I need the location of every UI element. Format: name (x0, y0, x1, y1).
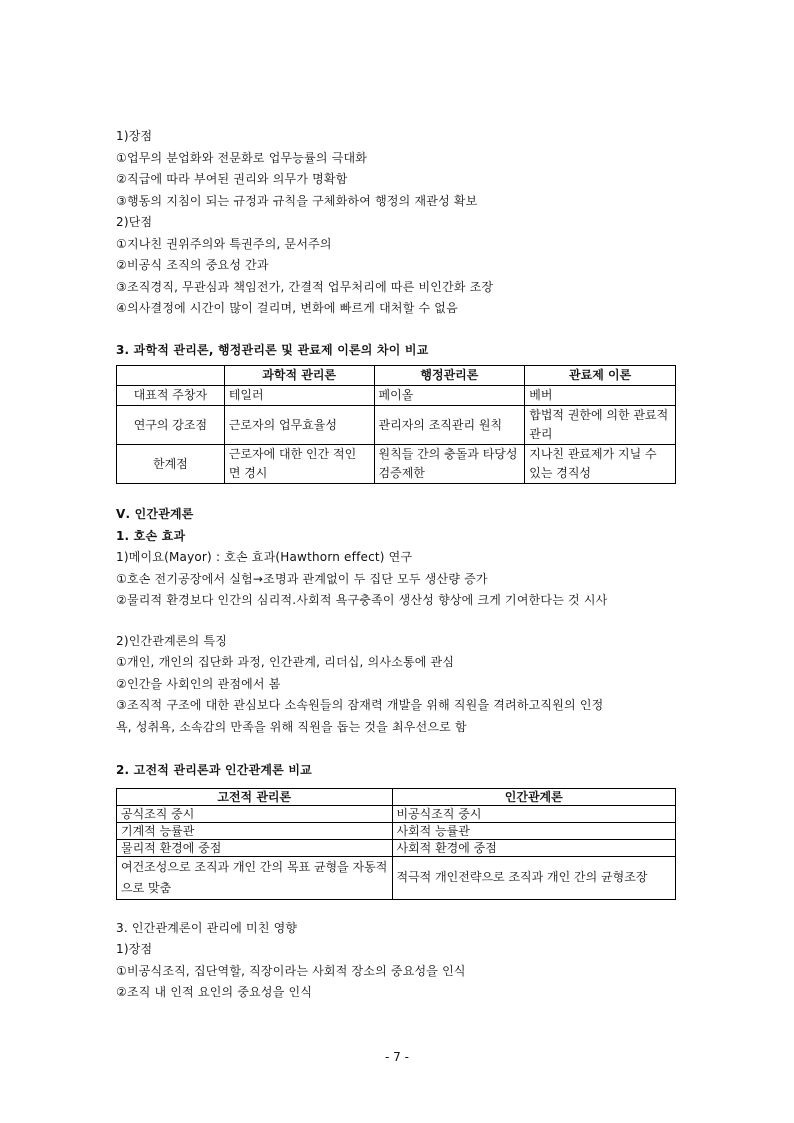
table-header-cell: 고전적 관리론 (117, 788, 393, 805)
row-label: 한계점 (117, 445, 225, 484)
page-number: - 7 - (385, 1050, 409, 1064)
table-row (117, 386, 676, 406)
table-cell: 원칙들 간의 충돌과 타당성 검증제한 (374, 445, 525, 484)
table-cell: 공식조직 중시 (117, 805, 393, 822)
list-item: ①비공식조직, 집단역할, 직장이라는 사회적 장소의 중요성을 인식 (116, 963, 466, 978)
table-row (117, 856, 676, 899)
row-label: 연구의 강조점 (117, 406, 225, 445)
table-header-cell: 행정관리론 (374, 366, 525, 386)
table-row (117, 406, 676, 445)
comparison1-title: 3. 과학적 관리론, 행정관리론 및 관료제 이론의 차이 비교 (116, 342, 429, 357)
list-item: ①지나친 권위주의와 특권주의, 문서주의 (116, 236, 332, 251)
table-cell: 비공식조직 중시 (392, 805, 676, 822)
table-header-row (117, 366, 676, 386)
page-body (116, 126, 680, 1004)
list-item: ②물리적 환경보다 인간의 심리적.사회적 욕구충족이 생산성 향상에 크게 기여한다는 것 시사 (116, 593, 608, 607)
table-cell: 지나친 관료제가 지닐 수 있는 경직성 (525, 445, 676, 484)
table-cell: 베버 (525, 386, 676, 406)
list-item: ②직급에 따라 부여된 권리와 의무가 명확함 (116, 172, 348, 186)
list-item: 욕, 성취욕, 소속감의 만족을 위해 직원을 돕는 것을 최우선으로 함 (116, 719, 467, 734)
table-cell: 사회적 능률관 (392, 822, 676, 839)
cons-title: 2)단점 (116, 215, 153, 229)
list-item: ②인간을 사회인의 관점에서 봄 (116, 676, 281, 691)
table-cell: 테일러 (224, 386, 374, 406)
table-row (117, 839, 676, 856)
list-item: ②비공식 조직의 중요성 간과 (116, 258, 269, 272)
list-item: ②조직 내 인적 요인의 중요성을 인식 (116, 985, 313, 999)
comparison2-table (116, 788, 676, 900)
table-cell: 사회적 환경에 중점 (392, 839, 676, 856)
table-cell: 페이올 (374, 386, 525, 406)
list-item: ③조직경직, 무관심과 책임전가, 간결적 업무처리에 따른 비인간화 조장 (116, 279, 494, 294)
list-item: ③행동의 지침이 되는 규정과 규칙을 구체화하여 행정의 재관성 확보 (116, 193, 478, 208)
hawthorne-title: 1. 호손 효과 (116, 528, 186, 543)
table-cell: 물리적 환경에 중점 (117, 839, 393, 856)
table-header-row (117, 788, 676, 805)
table-row (117, 445, 676, 484)
table-row (117, 805, 676, 822)
list-item: ④의사결정에 시간이 많이 걸리며, 변화에 빠르게 대처할 수 없음 (116, 301, 458, 315)
row-label: 대표적 주창자 (117, 386, 225, 406)
table-header-cell (117, 366, 225, 386)
list-item: ①호손 전기공장에서 실험→조명과 관계없이 두 집단 모두 생산량 증가 (116, 571, 488, 586)
table-cell: 합법적 권한에 의한 관료적 관리 (525, 406, 676, 445)
table-header-cell: 인간관계론 (392, 788, 676, 805)
list-item: ①개인, 개인의 집단화 과정, 인간관계, 리더십, 의사소통에 관심 (116, 655, 455, 669)
features-title: 2)인간관계론의 특징 (116, 633, 228, 648)
section-v-title: Ⅴ. 인간관계론 (116, 507, 194, 521)
table-cell: 적극적 개인전략으로 조직과 개인 간의 균형조장 (392, 856, 676, 899)
table-cell: 근로자에 대한 인간 적인 면 경시 (224, 445, 374, 484)
list-item: ③조직적 구조에 대한 관심보다 소속원들의 잠재력 개발을 위해 직원을 격려하고직원의 인정 (116, 698, 604, 712)
section-3-title: 3. 인간관계론이 관리에 미친 영향 (116, 920, 298, 935)
table-header-cell: 관료제 이론 (525, 366, 676, 386)
comparison1-table (116, 365, 676, 484)
list-item: ①업무의 분업화와 전문화로 업무능률의 극대화 (116, 150, 368, 165)
table-header-cell: 과학적 관리론 (224, 366, 374, 386)
table-cell: 관리자의 조직관리 원칙 (374, 406, 525, 445)
table-cell: 기계적 능률관 (117, 822, 393, 839)
table-cell: 여건조성으로 조직과 개인 간의 목표 균형을 자동적으로 맞춤 (117, 856, 393, 899)
pros-title: 1)장점 (116, 129, 153, 143)
comparison2-title: 2. 고전적 관리론과 인간관계론 비교 (116, 763, 312, 777)
list-item: 1)메이요(Mayor) : 호손 효과(Hawthorn effect) 연구 (116, 550, 413, 564)
table-row (117, 822, 676, 839)
table-cell: 근로자의 업무효율성 (224, 406, 374, 445)
pros-title: 1)장점 (116, 942, 153, 956)
